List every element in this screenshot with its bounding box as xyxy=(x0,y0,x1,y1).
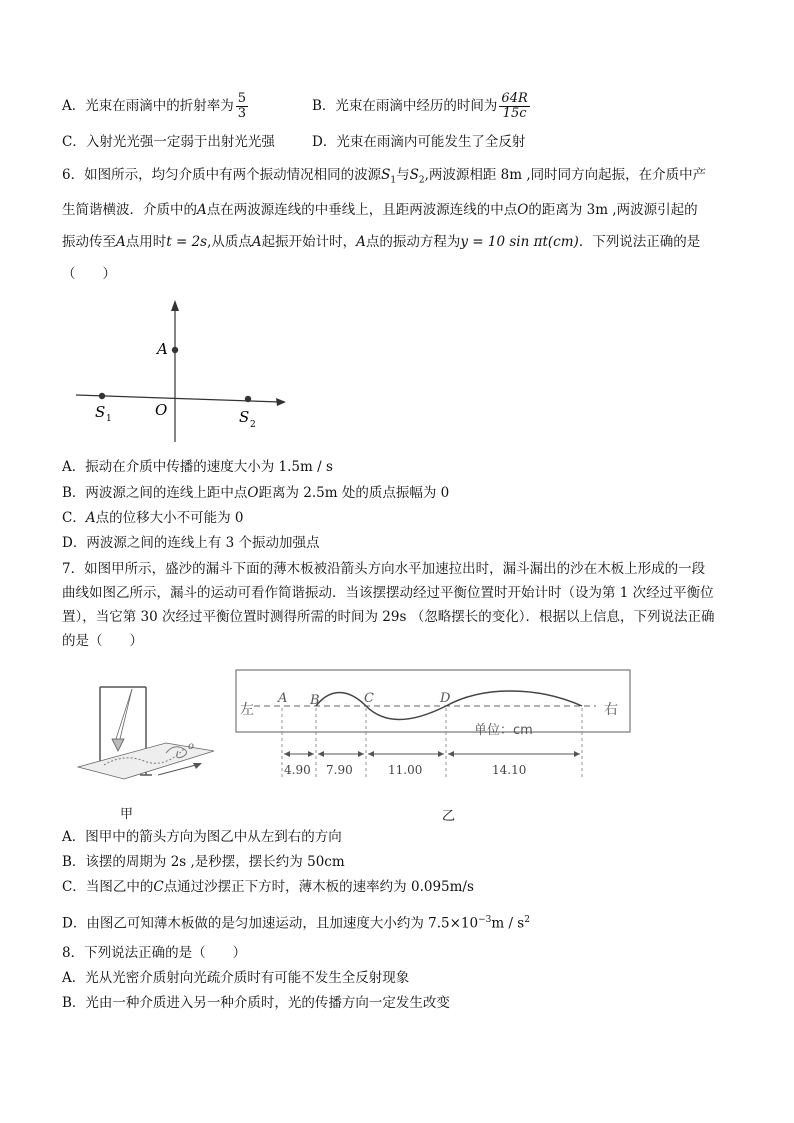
text: m / s xyxy=(491,915,525,932)
q7-figure-yi xyxy=(232,668,634,790)
q7-figure-jia xyxy=(74,675,224,790)
arrow-icon xyxy=(368,751,374,757)
text: 点的位移大小不可能为 0 xyxy=(95,510,244,526)
label-s2-sub: 2 xyxy=(250,420,256,430)
text: 点在两波源连线的中垂线上，且距两波源连线的中点 xyxy=(206,202,518,218)
arrow-icon xyxy=(193,763,202,769)
var-a: A xyxy=(116,234,126,250)
text: 生简谐横波．介质中的 xyxy=(62,202,197,218)
distance-2: 7.90 xyxy=(326,763,353,777)
label-s1: S xyxy=(95,403,106,421)
unit-label: 单位：cm xyxy=(474,723,533,738)
q7-caption-jia: 甲 xyxy=(120,807,134,822)
text: C．当图乙中的 xyxy=(62,879,154,895)
label-s1-sub: 1 xyxy=(106,414,112,424)
q5-option-b-fraction xyxy=(499,92,529,121)
q6-option-c xyxy=(62,509,243,527)
sand-letter: o xyxy=(188,741,195,752)
funnel-icon xyxy=(112,739,124,751)
arrow-icon xyxy=(284,751,290,757)
var-o: O xyxy=(517,202,529,218)
var-a: A xyxy=(197,202,207,218)
arrow-icon xyxy=(308,751,314,757)
distance-1: 4.90 xyxy=(284,763,311,777)
q6-figure xyxy=(62,292,292,447)
var-a: A xyxy=(85,510,96,526)
text: D．由图乙可知薄木板做的是匀加速运动，且加速度大小约为 7.5×10 xyxy=(62,915,479,932)
q6-option-a: A．振动在介质中传播的速度大小为 1.5m / s xyxy=(62,459,333,475)
q7-stem-line-2: 曲线如图乙所示，漏斗的运动可看作简谐振动．当该摆摆动经过平衡位置时开始计时（设为第 1 次经过平衡位 xyxy=(62,585,714,601)
frac-den: 3 xyxy=(237,106,247,121)
text: B．两波源之间的连线上距中点 xyxy=(62,485,248,501)
text: 与 xyxy=(396,167,410,183)
var-s1: S xyxy=(381,167,391,183)
q7-option-c xyxy=(62,878,474,896)
point-label-c: C xyxy=(364,691,374,706)
var-c: C xyxy=(153,879,164,895)
q7-option-a: A．图甲中的箭头方向为图乙中从左到右的方向 xyxy=(62,829,342,845)
distance-4: 14.10 xyxy=(492,763,527,777)
sub: 2 xyxy=(418,175,425,186)
text: 点的振动方程为 xyxy=(365,234,461,250)
q8-option-a: A．光从光密介质射向光疏介质时有可能不发生全反射现象 xyxy=(62,970,410,986)
var-s2: S xyxy=(409,167,419,183)
arrow-icon xyxy=(358,751,364,757)
var-a: A xyxy=(251,234,262,250)
q6-stem-line-1 xyxy=(62,166,706,190)
point-label-a: A xyxy=(278,691,288,706)
q5-option-a-fraction xyxy=(236,92,248,121)
q5-option-a-text: A．光束在雨滴中的折射率为 xyxy=(62,98,234,114)
equation-t: t = 2s xyxy=(166,234,208,250)
q6-option-b xyxy=(62,484,449,502)
frac-num: 5 xyxy=(237,91,247,106)
var-o: O xyxy=(247,485,259,501)
q7-caption-yi: 乙 xyxy=(442,809,456,824)
point-s2 xyxy=(245,396,251,402)
text: 的距离为 3m ,两波源引起的 xyxy=(528,202,698,218)
q8-option-b: B．光由一种介质进入另一种介质时，光的传播方向一定发生改变 xyxy=(62,995,450,1011)
arrow-icon xyxy=(574,751,580,757)
arrow-icon xyxy=(438,751,444,757)
exponent: 2 xyxy=(524,915,530,925)
text: 6．如图所示，均匀介质中有两个振动情况相同的波源 xyxy=(62,167,382,183)
frac-den: 15c xyxy=(502,106,527,121)
q6-option-d: D．两波源之间的连线上有 3 个振动加强点 xyxy=(62,535,320,551)
text: 振动传至 xyxy=(62,234,116,250)
x-axis-arrow-icon xyxy=(276,398,286,406)
q6-stem-line-4: （ ） xyxy=(62,266,116,282)
q6-stem-line-3 xyxy=(62,233,700,251)
label-o: O xyxy=(155,401,168,419)
var-a: A xyxy=(356,234,366,250)
text: C． xyxy=(62,510,86,526)
distance-3: 11.00 xyxy=(388,763,423,777)
equation: y = 10 sin πt(cm) xyxy=(460,234,579,250)
y-axis-arrow-icon xyxy=(171,300,179,311)
arrow-icon xyxy=(318,751,324,757)
left-word: 左 xyxy=(240,702,254,718)
exponent: −3 xyxy=(478,915,492,925)
text: 点通过沙摆正下方时，薄木板的速率约为 0.095m/s xyxy=(163,879,474,895)
point-a xyxy=(172,347,178,353)
q6-stem-line-2 xyxy=(62,201,698,219)
q5-option-d: D．光束在雨滴内可能发生了全反射 xyxy=(312,134,526,150)
frac-num: 64R xyxy=(501,91,528,106)
text: ．下列说法正确的是 xyxy=(578,234,701,250)
text: ,两波源相距 8m ,同时同方向起振，在介质中产 xyxy=(424,167,707,183)
text: 距离为 2.5m 处的质点振幅为 0 xyxy=(258,485,450,501)
sub: 1 xyxy=(390,175,397,186)
text: ,从质点 xyxy=(207,234,252,250)
label-s2: S xyxy=(239,408,250,426)
q7-stem-line-1: 7．如图甲所示，盛沙的漏斗下面的薄木板被沿箭头方向水平加速拉出时，漏斗漏出的沙在木板上形成的一段 xyxy=(62,561,706,577)
q7-option-d xyxy=(62,911,530,933)
q5-option-b-text: B．光束在雨滴中经历的时间为 xyxy=(312,98,498,114)
point-label-d: D xyxy=(440,691,451,706)
q7-option-b: B．该摆的周期为 2s ,是秒摆，摆长约为 50cm xyxy=(62,854,345,870)
q7-stem-line-3: 置），当它第 30 次经过平衡位置时测得所需的时间为 29s （忽略摆长的变化）．根据以上信息，下列说法正确 xyxy=(62,609,715,625)
q5-option-a xyxy=(62,92,250,121)
pendulum-string xyxy=(120,689,132,739)
point-label-b: B xyxy=(310,693,320,708)
text: 点用时 xyxy=(125,234,167,250)
q8-stem: 8．下列说法正确的是（ ） xyxy=(62,945,247,961)
arrow-icon xyxy=(448,751,454,757)
q5-option-b xyxy=(312,92,532,121)
label-a: A xyxy=(157,340,168,358)
q5-option-c: C．入射光光强一定弱于出射光光强 xyxy=(62,134,275,150)
pendulum-string xyxy=(116,689,132,739)
text: 起振开始计时， xyxy=(261,234,357,250)
point-s1 xyxy=(99,393,105,399)
q7-stem-line-4: 的是（ ） xyxy=(62,633,143,649)
right-word: 右 xyxy=(604,702,618,718)
